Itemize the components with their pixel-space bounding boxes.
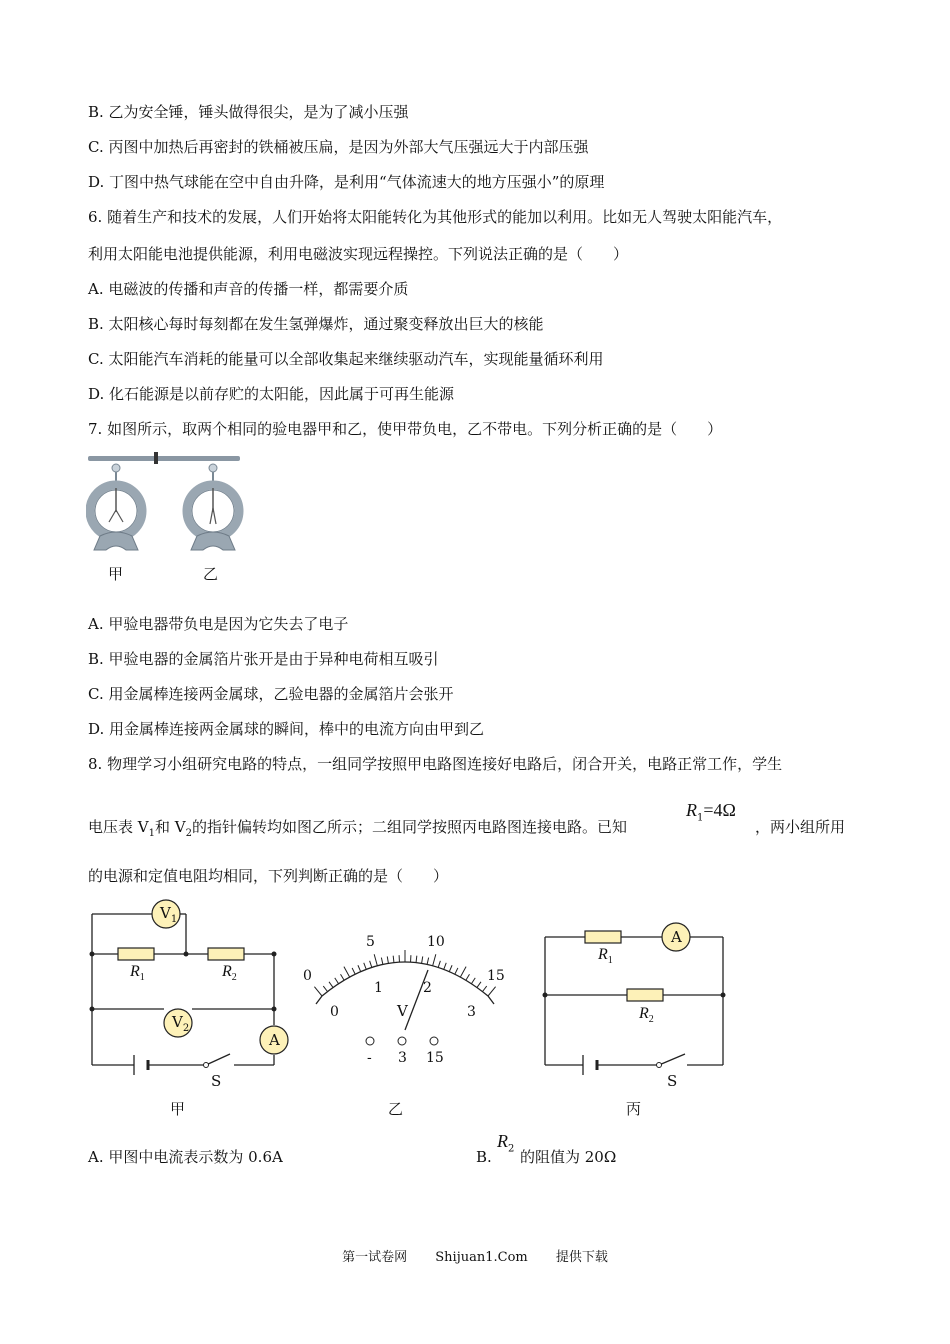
- dial-tick: [433, 954, 436, 966]
- r2-jia-sub: 2: [231, 972, 237, 984]
- dial-tick: [466, 974, 470, 980]
- page-footer: [0, 1246, 950, 1265]
- dial-tick: [438, 961, 440, 968]
- terminal-label-3: 3: [398, 1050, 407, 1066]
- outer-tick-15: 15: [487, 968, 505, 984]
- dial-tick: [471, 978, 475, 984]
- dial-tick: [344, 967, 350, 978]
- v1-letter: V: [160, 904, 171, 922]
- q8-sub-1: 1: [148, 828, 155, 839]
- r2-jia-letter: R: [222, 963, 232, 980]
- terminal-negative: [366, 1037, 374, 1045]
- meter-needle: [405, 970, 428, 1030]
- q8-stem-line2: [88, 817, 627, 844]
- electroscope-left: [90, 464, 142, 550]
- resistor-r2-jia: [208, 948, 244, 960]
- v2-label: [172, 1013, 189, 1034]
- dial-tick: [364, 963, 366, 970]
- q8-sub-2: 2: [185, 828, 192, 839]
- q5-option-c: C. 丙图中加热后再密封的铁桶被压扁，是因为外部大气压强远大于内部压强: [88, 138, 589, 156]
- circuit-jia: [84, 895, 299, 1090]
- circuit-bing: [535, 920, 735, 1085]
- junction: [90, 1007, 95, 1012]
- outer-tick-10: 10: [427, 934, 445, 950]
- r2-bing-letter: R: [639, 1005, 649, 1022]
- q8-text-middle: 的指针偏转均如图乙所示；二组同学按照丙电路图连接电路。已知: [191, 818, 627, 836]
- switch-pivot: [204, 1063, 209, 1068]
- junction: [721, 993, 726, 998]
- rod-handle: [154, 452, 158, 464]
- dial-tick: [482, 986, 486, 992]
- dial-tick: [341, 974, 345, 980]
- voltmeter-dial: [300, 930, 510, 1070]
- circuit-jia-caption: 甲: [170, 1100, 186, 1118]
- r1-bing-letter: R: [598, 946, 608, 963]
- junction: [90, 952, 95, 957]
- dial-tick: [477, 982, 481, 988]
- ammeter-bing-label: A: [671, 928, 682, 946]
- meter-caption: 乙: [388, 1100, 404, 1118]
- switch-pivot: [657, 1063, 662, 1068]
- inner-tick-3: 3: [467, 1004, 476, 1020]
- r1-bing-sub: 1: [607, 955, 613, 967]
- switch-jia-label: S: [211, 1072, 222, 1090]
- r1-symbol: R: [686, 800, 697, 820]
- q8-text-and: 和 V: [154, 818, 186, 836]
- dial-tick: [488, 987, 496, 996]
- dial-scale-arc: [322, 962, 488, 996]
- q8-option-b-prefix: B.: [476, 1148, 492, 1166]
- terminal-3: [398, 1037, 406, 1045]
- terminal-label-negative: -: [367, 1050, 372, 1066]
- dial-tick: [352, 968, 355, 974]
- q8-stem-line1: 8. 物理学习小组研究电路的特点，一组同学按照甲电路图连接好电路后，闭合开关，电路正常工作，学生: [88, 755, 783, 773]
- q6-stem-line2: 利用太阳能电池提供能源，利用电磁波实现远程操控。下列说法正确的是（ ）: [88, 245, 629, 263]
- dial-tick: [416, 956, 417, 963]
- switch-bing-label: S: [667, 1072, 678, 1090]
- q7-option-a: A. 甲验电器带负电是因为它失去了电子: [88, 615, 349, 633]
- v2-sub: 2: [182, 1023, 190, 1034]
- q8-text-end: ，两小组所用: [755, 818, 846, 836]
- resistor-r2-bing: [627, 989, 663, 1001]
- footer-site: 第一试卷网: [342, 1250, 408, 1265]
- dial-tick: [370, 961, 372, 968]
- q6-option-c: C. 太阳能汽车消耗的能量可以全部收集起来继续驱动汽车，实现能量循环利用: [88, 350, 604, 368]
- junction: [272, 1007, 277, 1012]
- dial-tick: [358, 965, 361, 971]
- ammeter-jia-label: A: [269, 1031, 280, 1049]
- q7-option-b: B. 甲验电器的金属箔片张开是由于异种电荷相互吸引: [88, 650, 439, 668]
- electroscope-left-label: 甲: [108, 565, 124, 583]
- r1-jia-letter: R: [130, 963, 140, 980]
- r1-bing-label: [598, 946, 613, 966]
- r2-bing-sub: 2: [648, 1014, 654, 1026]
- terminal-15: [430, 1037, 438, 1045]
- r1-value: =4Ω: [703, 800, 736, 820]
- q8-stem-line3: 的电源和定值电阻均相同，下列判断正确的是（ ）: [88, 867, 449, 885]
- dial-tick: [393, 956, 394, 963]
- v2-letter: V: [172, 1013, 183, 1031]
- junction: [272, 952, 277, 957]
- dial-tick: [374, 954, 377, 966]
- q7-stem: 7. 如图所示，取两个相同的验电器甲和乙，使甲带负电，乙不带电。下列分析正确的是（ ）: [88, 420, 723, 438]
- r1-jia-sub: 1: [139, 972, 145, 984]
- q8-option-b-r2: [497, 1131, 514, 1155]
- r2-subscript: 2: [508, 1143, 515, 1155]
- metal-rod: [88, 456, 240, 461]
- r1-equation: [686, 800, 736, 824]
- q6-stem-line1: 6. 随着生产和技术的发展，人们开始将太阳能转化为其他形式的能加以利用。比如无人驾驶太阳能汽车，: [88, 208, 783, 226]
- dial-tick: [314, 987, 322, 996]
- dial-tick: [335, 978, 339, 984]
- q8-option-b-text: 的阻值为 20Ω: [520, 1148, 617, 1166]
- circuit-bing-caption: 丙: [626, 1100, 642, 1118]
- q6-option-a: A. 电磁波的传播和声音的传播一样，都需要介质: [88, 280, 409, 298]
- terminal-label-15: 15: [426, 1050, 444, 1066]
- q6-option-d: D. 化石能源是以前存贮的太阳能，因此属于可再生能源: [88, 385, 455, 403]
- dial-ticks: [314, 950, 495, 996]
- q7-option-d: D. 用金属棒连接两金属球的瞬间，棒中的电流方向由甲到乙: [88, 720, 485, 738]
- v1-label: [160, 904, 177, 925]
- r2-jia-label: [222, 963, 237, 983]
- dial-tick: [455, 968, 458, 974]
- footer-note: 提供下载: [555, 1250, 608, 1265]
- r1-subscript: 1: [697, 812, 704, 824]
- dial-tick: [422, 956, 423, 963]
- inner-tick-2: 2: [423, 980, 432, 996]
- r1-jia-label: [130, 963, 145, 983]
- q6-option-b: B. 太阳核心每时每刻都在发生氢弹爆炸，通过聚变释放出巨大的核能: [88, 315, 544, 333]
- q8-text-voltmeter: 电压表 V: [88, 818, 149, 836]
- outer-tick-0: 0: [303, 968, 312, 984]
- dial-tick: [381, 958, 382, 965]
- dial-tick: [323, 986, 327, 992]
- resistor-r1-jia: [118, 948, 154, 960]
- r2-bing-label: [639, 1005, 654, 1025]
- dial-tick: [444, 963, 446, 970]
- dial-tick: [427, 958, 428, 965]
- resistor-r1-bing: [585, 931, 621, 943]
- inner-tick-0: 0: [330, 1004, 339, 1020]
- electroscope-right-label: 乙: [203, 565, 219, 583]
- dial-tick: [329, 982, 333, 988]
- junction: [184, 952, 189, 957]
- dial-tick: [387, 956, 388, 963]
- v1-sub: 1: [170, 914, 178, 925]
- junction: [543, 993, 548, 998]
- q7-option-c: C. 用金属棒连接两金属球，乙验电器的金属箔片会张开: [88, 685, 454, 703]
- q5-option-d: D. 丁图中热气球能在空中自由升降，是利用“气体流速大的地方压强小”的原理: [88, 173, 605, 191]
- r2-symbol: R: [497, 1131, 508, 1151]
- footer-domain: Shijuan1.Com: [435, 1250, 528, 1265]
- meter-unit: V: [397, 1002, 408, 1020]
- q5-option-b: B. 乙为安全锤，锤头做得很尖，是为了减小压强: [88, 103, 409, 121]
- outer-tick-5: 5: [366, 934, 375, 950]
- q8-option-a: A. 甲图中电流表示数为 0.6A: [88, 1148, 283, 1166]
- inner-tick-1: 1: [374, 980, 383, 996]
- dial-tick: [449, 965, 452, 971]
- electroscope-right: [187, 464, 239, 550]
- dial-tick: [460, 967, 466, 978]
